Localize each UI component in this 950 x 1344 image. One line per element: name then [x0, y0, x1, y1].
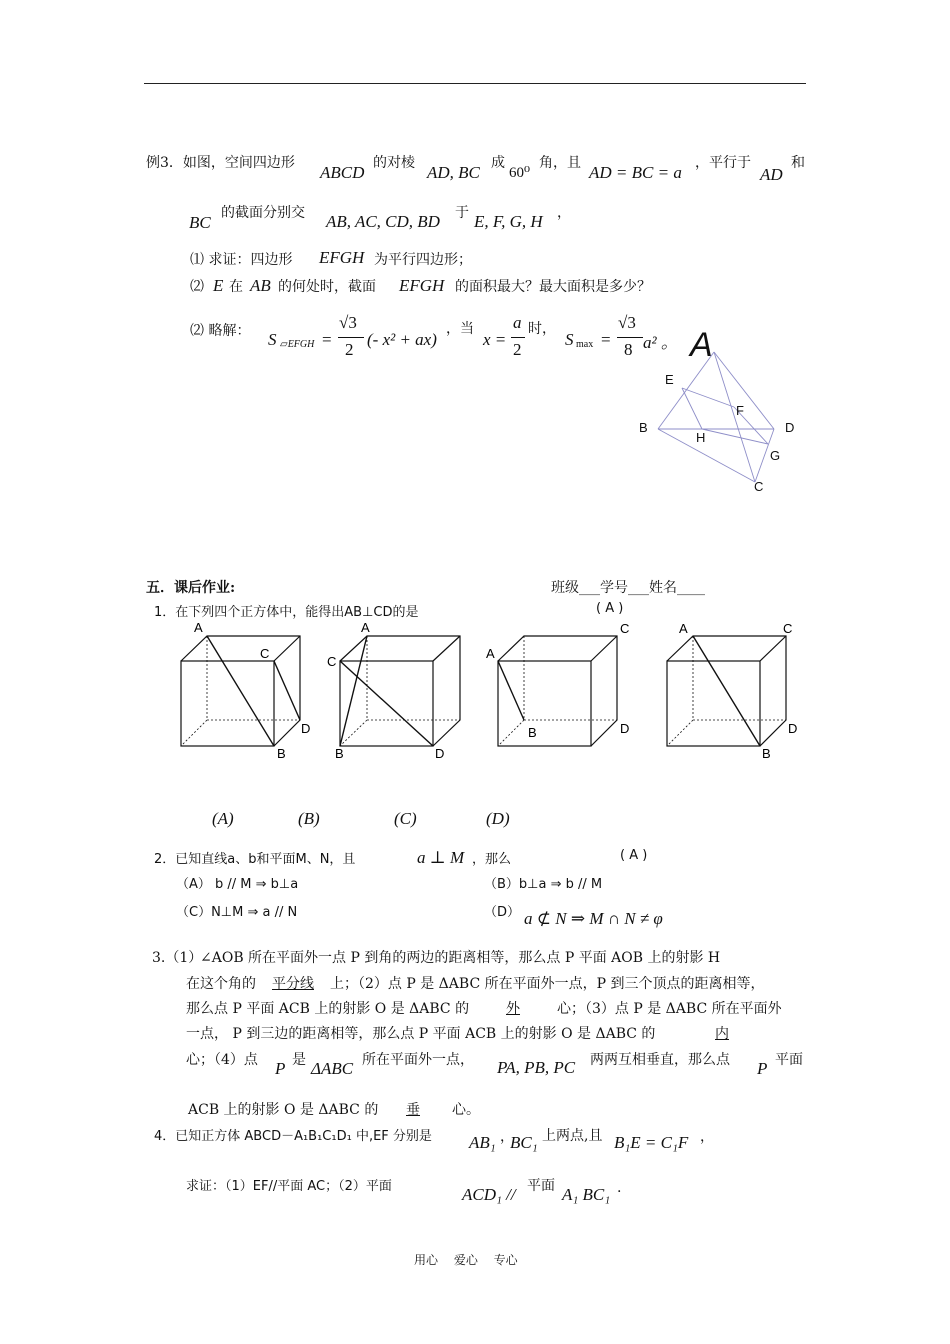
p3-blank-1: 平分线 [272, 976, 314, 992]
ex3-text-3: 成 [491, 155, 505, 171]
page-footer: 用心 爱心 专心 [414, 1253, 518, 1267]
tetra-label-a: A [690, 326, 713, 364]
p3-line-3b: 心；（3）点 P 是 ΔABC 所在平面外 [557, 1001, 782, 1017]
p3-line-2a: 在这个角的 [186, 976, 256, 992]
p3-line-5a: 心；（4）点 [186, 1052, 258, 1068]
caption-d: (D) [486, 809, 510, 828]
sol-a: a [513, 313, 522, 332]
cube-d-label-c: C [783, 621, 793, 636]
cube-c-label-d: D [620, 721, 630, 736]
p2-opt-a: （A） b // M ⇒ b⊥a [176, 877, 299, 892]
cube-b-label-a: A [361, 620, 370, 635]
p4-seg-1: AB₁ [469, 1133, 496, 1152]
ex3-q2-e: E [213, 276, 224, 295]
cube-d-label-b: B [762, 746, 771, 761]
p3-line-5-p: P [275, 1059, 286, 1078]
tetra-label-g: G [770, 448, 781, 463]
ex3-ad: AD [760, 165, 783, 184]
p4-end: ， [700, 1129, 714, 1145]
cube-b [325, 618, 475, 763]
p4-text: 4．已知正方体 ABCD－A₁B₁C₁D₁ 中,EF 分别是 [154, 1129, 432, 1144]
ex3-angle: 60⁰ [509, 165, 531, 181]
cube-d-label-d: D [788, 721, 798, 736]
tetra-label-c: C [754, 479, 764, 494]
sol-sqrt3: √3 [339, 313, 357, 332]
cube-d-label-a: A [679, 621, 688, 636]
sol-a2: a² 。 [643, 333, 678, 352]
ex3-adbc: AD, BC [427, 163, 480, 182]
ex3-q2-mid: 的何处时，截面 [278, 279, 376, 295]
p1-answer: ( A ) [596, 601, 624, 616]
class-info: 班级___学号___姓名____ [551, 580, 705, 596]
sol-s-sub: ▱EFGH [280, 339, 315, 350]
sol-eq: = [322, 330, 332, 349]
p3-line-5d: 两两互相垂直，那么点 [590, 1052, 730, 1068]
tetra-label-f: F [736, 403, 744, 418]
ex3-q1-efgh: EFGH [319, 248, 365, 267]
sol-x: x = [483, 330, 507, 349]
ex3-q1-tail: 为平行四边形； [374, 252, 472, 268]
cube-a-label-a: A [194, 620, 203, 635]
p3-line-5c: 所在平面外一点， [362, 1052, 474, 1068]
ex3-q2-at: 在 [229, 279, 243, 295]
p4-plane: 平面 [527, 1178, 555, 1194]
p3-line-3a: 那么点 P 平面 ACB 上的射影 O 是 ΔABC 的 [186, 1001, 470, 1017]
ex3-q2: ⑵ [190, 279, 204, 295]
ex3-q2-efgh: EFGH [399, 276, 445, 295]
p4-prove: 求证：（1）EF//平面 AC；（2）平面 [186, 1179, 392, 1194]
ex3-q2-ab: AB [250, 276, 271, 295]
ex3-text-9: ， [557, 205, 571, 221]
ex3-text-8: 于 [455, 205, 469, 221]
tetra-label-h: H [696, 430, 706, 445]
p4-text-2: 上两点,且 [542, 1128, 603, 1144]
ex3-text-4: 角，且 [539, 155, 581, 171]
ex3-text-6: 和 [791, 155, 805, 171]
p4-comma: ， [500, 1129, 514, 1145]
cube-a-label-d: D [301, 721, 311, 736]
p2-opt-d: a ⊄ N ⇒ M ∩ N ≠ φ [524, 909, 663, 928]
sol-frac-bar [338, 337, 364, 338]
sol-expr: (- x² + ax) [367, 330, 437, 349]
p2-cond: a ⊥ M [417, 848, 465, 867]
p3-line-1: ∠AOB 所在平面外一点 P 到角的两边的距离相等，那么点 P 平面 AOB 上的射影 H [200, 950, 721, 966]
p2-opt-b: （B）b⊥a ⇒ b // M [484, 877, 603, 892]
sol-s: S [268, 330, 277, 349]
cube-b-label-d: D [435, 746, 445, 761]
tetra-label-e: E [665, 372, 674, 387]
caption-c: (C) [394, 809, 417, 828]
p3-num: 3.（1） [152, 950, 203, 966]
sol-smax: S [565, 330, 574, 349]
sol-two: 2 [345, 340, 354, 359]
tetra-label-d: D [785, 420, 795, 435]
ex3-abcd: ABCD [320, 163, 365, 182]
p4-acd1: ACD₁ // [462, 1185, 516, 1204]
ex3-points: E, F, G, H [474, 212, 543, 231]
section-5-title: 五．课后作业: [146, 580, 236, 596]
p2-opt-d-label: （D） [484, 905, 521, 920]
sol-2b: 2 [513, 340, 522, 359]
tetra-label-b: B [639, 420, 648, 435]
cube-a-label-b: B [277, 746, 286, 761]
ex3-eq: AD = BC = a [589, 163, 682, 182]
cube-a-label-c: C [260, 646, 270, 661]
cube-c-label-c: C [620, 621, 630, 636]
cube-b-label-c: C [327, 654, 337, 669]
cube-a [170, 618, 320, 763]
sol-time: 时， [528, 321, 556, 337]
sol-8: 8 [624, 340, 633, 359]
ex3-sol-label: ⑵ 略解： [190, 323, 251, 339]
cube-c [480, 618, 630, 763]
sol-max: max [576, 339, 594, 350]
sol-when: ，当 [446, 321, 474, 337]
p3-line-5-p2: P [757, 1059, 768, 1078]
p2-text: 2．已知直线a、b和平面M、N，且 [154, 852, 356, 867]
p3-line-4a: 一点， P 到三边的距离相等，那么点 P 平面 ACB 上的射影 O 是 ΔABC 的 [186, 1026, 656, 1042]
p3-line-5-abc: ΔABC [311, 1059, 354, 1078]
ex3-text-1: 例3．如图，空间四边形 [146, 155, 295, 171]
sol-eq2: = [601, 330, 611, 349]
p3-blank-2: 外 [506, 1001, 520, 1017]
p4-eq: B₁E = C₁F [614, 1133, 689, 1152]
ex3-bc: BC [189, 213, 211, 232]
header-rule [144, 83, 806, 84]
caption-a: (A) [212, 809, 234, 828]
p3-line-5b: 是 [292, 1052, 306, 1068]
p3-blank-4: 垂 [406, 1102, 420, 1118]
p3-line-2b: 上；（2）点 P 是 ΔABC 所在平面外一点，P 到三个顶点的距离相等， [330, 976, 765, 992]
p3-line-6a: ACB 上的射影 O 是 ΔABC 的 [188, 1102, 379, 1118]
tetrahedron-figure [630, 320, 810, 500]
p2-opt-c: （C）N⊥M ⇒ a // N [176, 905, 298, 920]
p3-line-6b: 心。 [452, 1102, 480, 1118]
caption-b: (B) [298, 809, 320, 828]
ex3-lines: AB, AC, CD, BD [326, 212, 440, 231]
p3-line-5-pp: PA, PB, PC [497, 1058, 576, 1077]
p1-text: 1．在下列四个正方体中，能得出AB⊥CD的是 [154, 605, 419, 620]
sol-frac-bar-2 [511, 337, 525, 338]
ex3-q1: ⑴ 求证：四边形 [190, 252, 293, 268]
p2-answer: ( A ) [620, 848, 648, 863]
ex3-q2-tail: 的面积最大？最大面积是多少？ [455, 279, 651, 295]
ex3-text-2: 的对棱 [373, 155, 415, 171]
p4-dot: . [617, 1180, 622, 1196]
cube-c-label-a: A [486, 646, 495, 661]
ex3-text-7: 的截面分别交 [221, 205, 305, 221]
cube-d [650, 618, 810, 763]
cube-c-label-b: B [528, 725, 537, 740]
p4-seg-2: BC₁ [510, 1133, 538, 1152]
sol-sqrt3b: √3 [618, 313, 636, 332]
p3-blank-3: 内 [715, 1026, 729, 1042]
cube-b-label-b: B [335, 746, 344, 761]
p4-a1bc1: A₁ BC₁ [562, 1185, 611, 1204]
ex3-text-5: ，平行于 [695, 155, 751, 171]
p3-line-5e: 平面 [775, 1052, 803, 1068]
p2-tail: ，那么 [472, 852, 512, 867]
